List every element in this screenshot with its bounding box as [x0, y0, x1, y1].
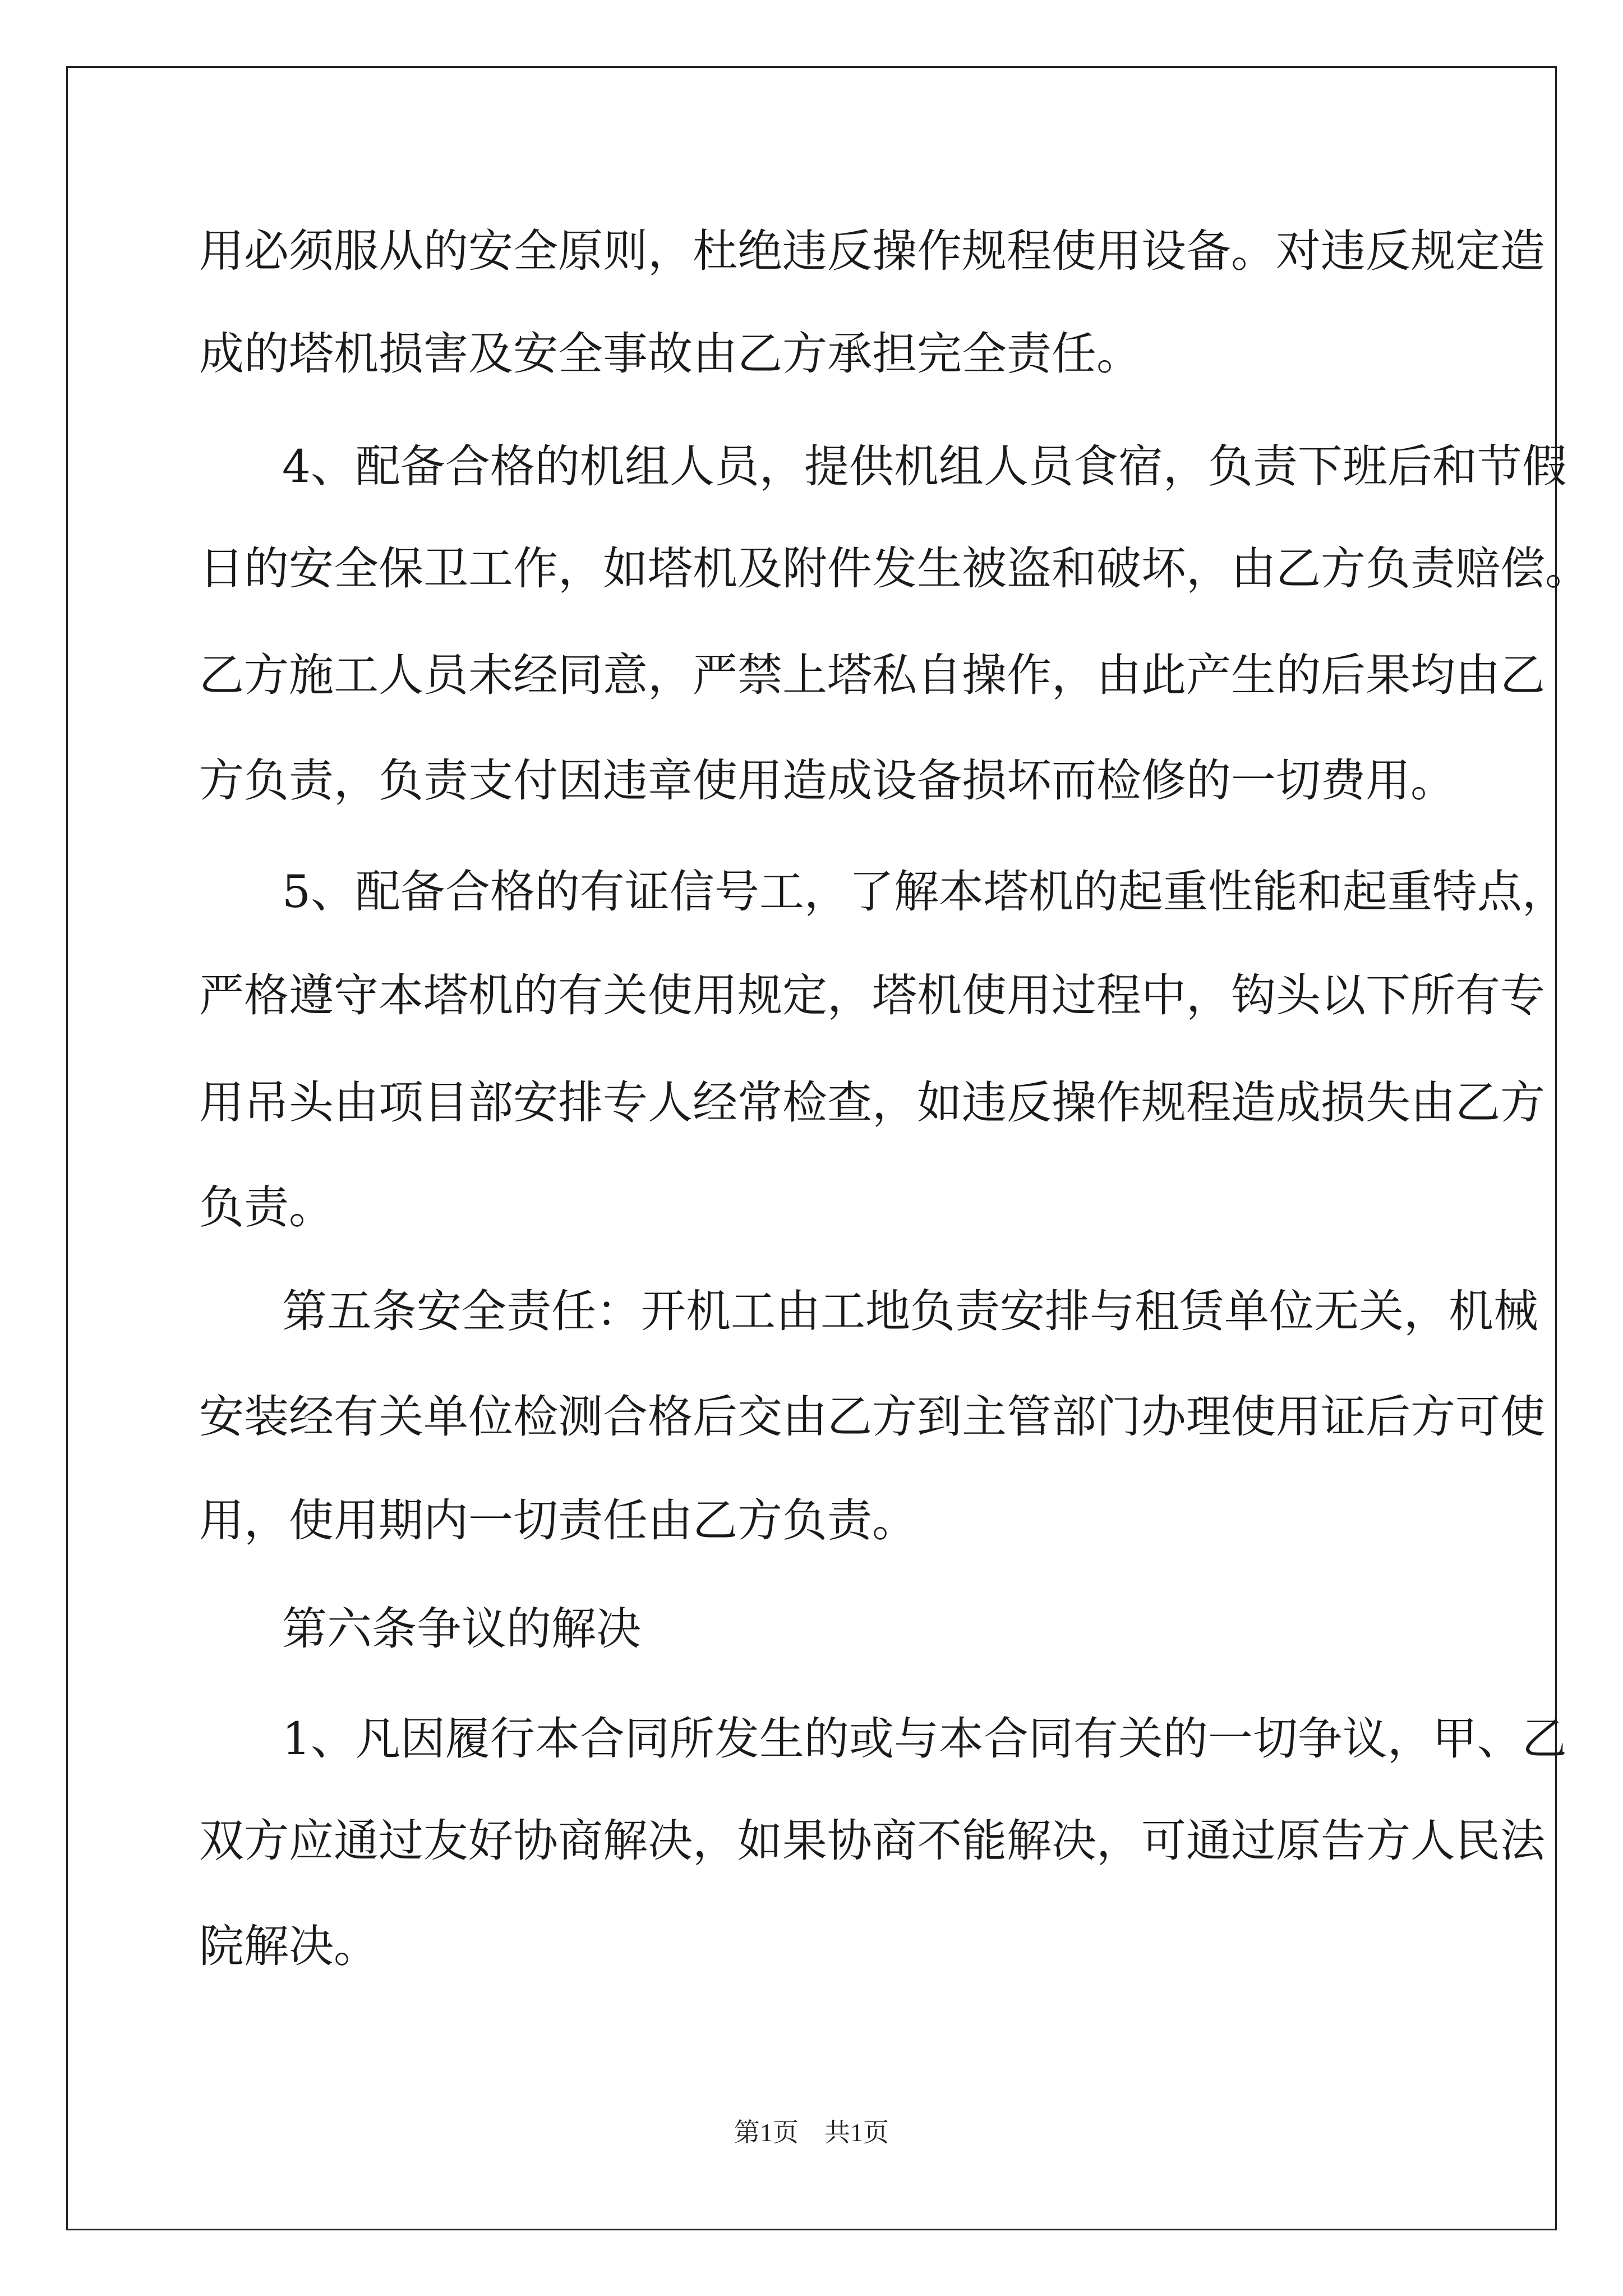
- text-line: 成的塔机损害及安全事故由乙方承担完全责任。: [199, 328, 1141, 380]
- text-line: 安装经有关单位检测合格后交由乙方到主管部门办理使用证后方可使: [199, 1391, 1545, 1443]
- section-heading: 第六条争议的解决: [282, 1603, 641, 1655]
- text-line: 日的安全保卫工作，如塔机及附件发生被盗和破坏，由乙方负责赔偿。: [199, 542, 1590, 595]
- text-line: 用必须服从的安全原则，杜绝违反操作规程使用设备。对违反规定造: [199, 225, 1545, 277]
- text-line: 1、凡因履行本合同所发生的或与本合同有关的一切争议，甲、乙: [282, 1713, 1567, 1765]
- text-line: 双方应通过友好协商解决，如果协商不能解决，可通过原告方人民法: [199, 1815, 1545, 1867]
- text-line: 院解决。: [199, 1920, 379, 1972]
- text-line: 负责。: [199, 1181, 334, 1234]
- text-line: 严格遵守本塔机的有关使用规定，塔机使用过程中，钩头以下所有专: [199, 969, 1545, 1022]
- page-border: [66, 66, 1590, 2230]
- page-total: 共1页: [824, 2118, 889, 2147]
- text-line: 4、配备合格的机组人员，提供机组人员食宿，负责下班后和节假: [282, 440, 1567, 493]
- text-line: 用，使用期内一切责任由乙方负责。: [199, 1494, 917, 1547]
- text-line: 第五条安全责任：开机工由工地负责安排与租赁单位无关，机械: [282, 1285, 1538, 1337]
- text-line: 5、配备合格的有证信号工，了解本塔机的起重性能和起重特点，: [282, 866, 1567, 918]
- page-number: 第1页: [734, 2118, 799, 2147]
- text-line: 方负责，负责支付因违章使用造成设备损坏而检修的一切费用。: [199, 754, 1455, 807]
- text-line: 乙方施工人员未经同意，严禁上塔私自操作，由此产生的后果均由乙: [199, 649, 1545, 701]
- text-line: 用吊头由项目部安排专人经常检查，如违反操作规程造成损失由乙方: [199, 1076, 1545, 1129]
- page-footer: [0, 2116, 1623, 2150]
